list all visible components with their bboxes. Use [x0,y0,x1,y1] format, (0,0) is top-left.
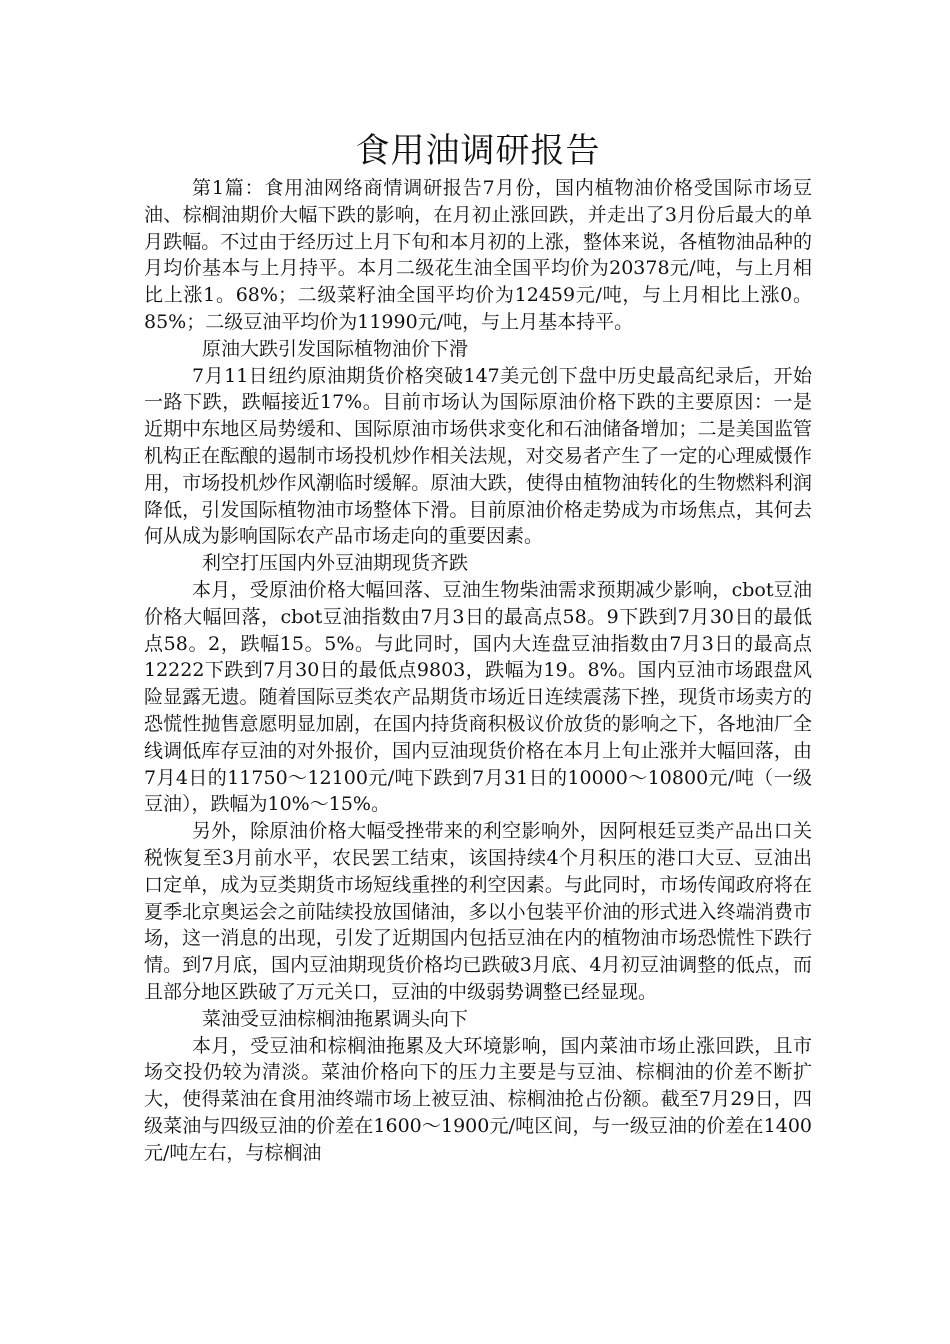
body-paragraph: 7月11日纽约原油期货价格突破147美元创下盘中历史最高纪录后，开始一路下跌，跌幅接近17%。目前市场认为国际原油价格下跌的主要原因：一是近期中东地区局势缓和、国际原油市场供求变化和石油储备增加；二是美国监管机构正在酝酿的遏制市场投机炒作相关法规，对交易者产生了一定的心理威慑作用，市场投机炒作风潮临时缓解。原油大跌，使得由植物油转化的生物燃料利润降低，引发国际植物油市场整体下滑。目前原油价格走势成为市场焦点，其何去何从成为影响国际农产品市场走向的重要因素。 [144,364,812,548]
body-paragraph: 本月，受豆油和棕榈油拖累及大环境影响，国内菜油市场止涨回跌，且市场交投仍较为清淡。菜油价格向下的压力主要是与豆油、棕榈油的价差不断扩大，使得菜油在食用油终端市场上被豆油、棕榈油抢占份额。截至7月29日，四级菜油与四级豆油的价差在1600～1900元/吨区间，与一级豆油的价差在1400元/吨左右，与棕榈油 [144,1034,812,1164]
body-paragraph: 第1篇：食用油网络商情调研报告7月份，国内植物油价格受国际市场豆油、棕榈油期价大幅下跌的影响，在月初止涨回跌，并走出了3月份后最大的单月跌幅。不过由于经历过上月下旬和本月初的上涨，整体来说，各植物油品种的月均价基本与上月持平。本月二级花生油全国平均价为20378元/吨，与上月相比上涨1。68%；二级菜籽油全国平均价为12459元/吨，与上月相比上涨0。85%；二级豆油平均价为11990元/吨，与上月基本持平。 [144,177,812,333]
section-heading: 原油大跌引发国际植物油价下滑 [202,337,469,360]
document-title: 食用油调研报告 [355,131,601,171]
section-heading: 利空打压国内外豆油期现货齐跌 [202,552,469,575]
body-paragraph: 另外，除原油价格大幅受挫带来的利空影响外，因阿根廷豆类产品出口关税恢复至3月前水平，农民罢工结束，该国持续4个月积压的港口大豆、豆油出口定单，成为豆类期货市场短线重挫的利空因素。与此同时，市场传闻政府将在夏季北京奥运会之前陆续投放国储油，多以小包装平价油的形式进入终端消费市场，这一消息的出现，引发了近期国内包括豆油在内的植物油市场恐慌性下跌行情。到7月底，国内豆油期现货价格均已跌破3月底、4月初豆油调整的低点，而且部分地区跌破了万元关口，豆油的中级弱势调整已经显现。 [144,820,812,1003]
section-heading: 菜油受豆油棕榈油拖累调头向下 [202,1007,469,1030]
body-paragraph: 本月，受原油价格大幅回落、豆油生物柴油需求预期减少影响，cbot豆油价格大幅回落，cbot豆油指数由7月3日的最高点58。9下跌到7月30日的最低点58。2，跌幅15。5%。与此同时，国内大连盘豆油指数由7月3日的最高点12222下跌到7月30日的最低点9803，跌幅为19。8%。国内豆油市场跟盘风险显露无遗。随着国际豆类农产品期货市场近日连续震荡下挫，现货市场卖方的恐慌性抛售意愿明显加剧，在国内持货商积极议价放货的影响之下，各地油厂全线调低库存豆油的对外报价，国内豆油现货价格在本月上旬止涨并大幅回落，由7月4日的11750～12100元/吨下跌到7月31日的10000～10800元/吨（一级豆油），跌幅为10%～15%。 [144,578,812,816]
document-content [144,132,812,1166]
